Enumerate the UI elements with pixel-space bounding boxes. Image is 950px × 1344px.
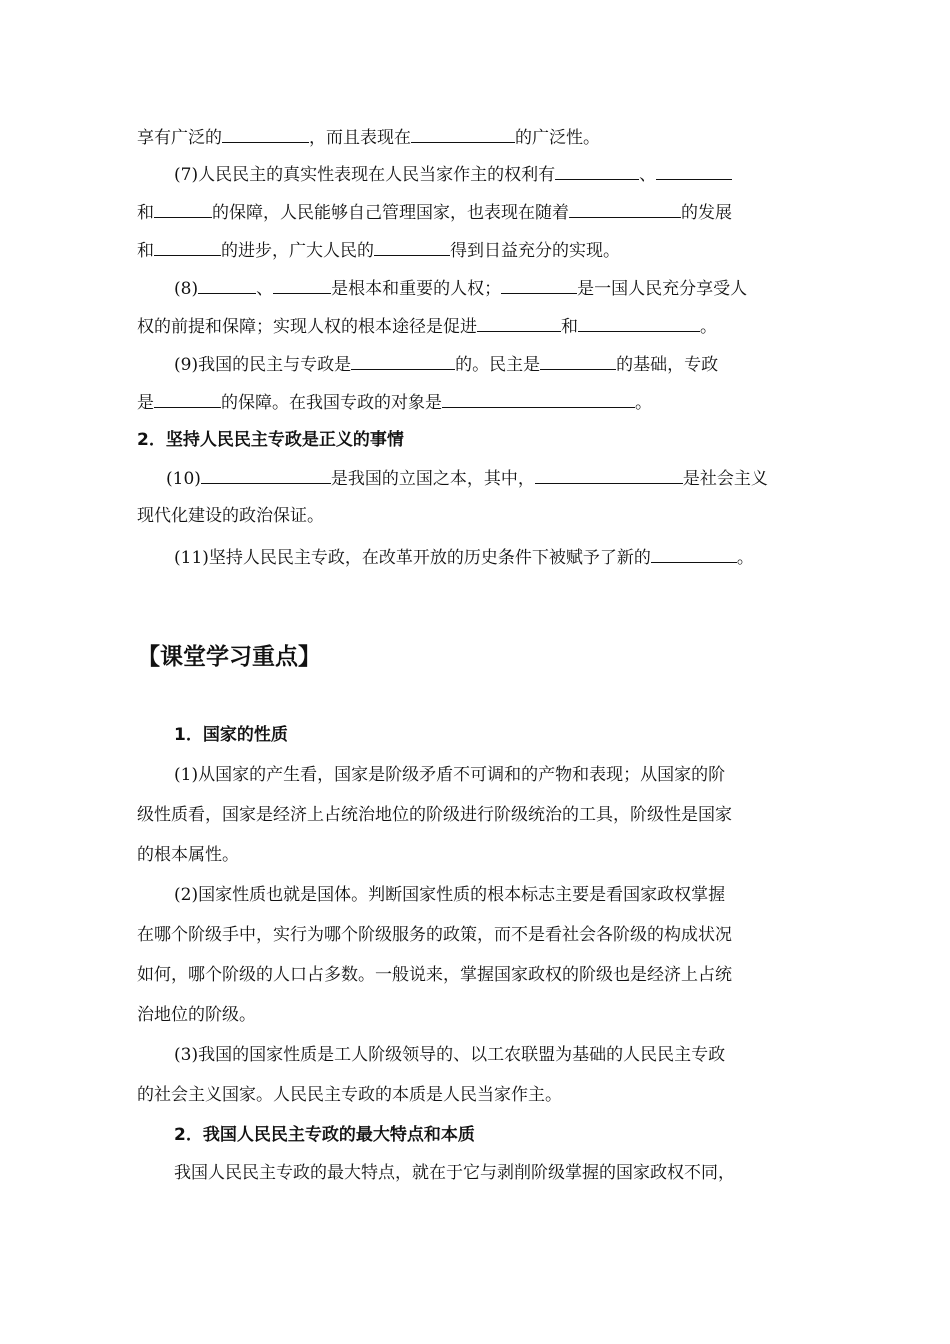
question-8-line-1 xyxy=(174,275,747,302)
blank[interactable] xyxy=(201,465,331,484)
point-heading-2: 2．我国人民民主专政的最大特点和本质 xyxy=(174,1125,475,1145)
question-7-line-3 xyxy=(137,237,620,264)
text-segment: 的保障。在我国专政的对象是 xyxy=(221,393,442,413)
blank[interactable] xyxy=(351,351,455,370)
question-10-line-2: 现代化建设的政治保证。 xyxy=(137,506,324,526)
subheading: 2．坚持人民民主专政是正义的事情 xyxy=(137,430,404,450)
question-8-line-2 xyxy=(137,313,717,340)
text-segment: 。 xyxy=(736,548,754,568)
text-segment: (10) xyxy=(166,469,201,489)
blank[interactable] xyxy=(535,465,683,484)
text-segment: 是社会主义 xyxy=(682,469,768,489)
text-segment: 和 xyxy=(137,203,154,223)
blank[interactable] xyxy=(273,275,331,294)
text-segment: ，而且表现在 xyxy=(309,128,411,148)
blank[interactable] xyxy=(569,199,681,218)
text-segment: 权的前提和保障；实现人权的根本途径是促进 xyxy=(137,317,477,337)
blank[interactable] xyxy=(411,124,515,143)
text-segment: 的发展 xyxy=(681,203,732,223)
paragraph-line: (3)我国的国家性质是工人阶级领导的、以工农联盟为基础的人民民主专政 xyxy=(174,1045,726,1065)
text-segment: 、 xyxy=(639,165,657,185)
text-segment: 的基础，专政 xyxy=(616,355,719,375)
paragraph-line: 的社会主义国家。人民民主专政的本质是人民当家作主。 xyxy=(137,1085,562,1105)
paragraph-line: 级性质看，国家是经济上占统治地位的阶级进行阶级统治的工具，阶级性是国家 xyxy=(137,805,732,825)
text-segment: 是 xyxy=(137,393,154,413)
paragraph-line: (2)国家性质也就是国体。判断国家性质的根本标志主要是看国家政权掌握 xyxy=(174,885,726,905)
text-segment: 。 xyxy=(700,317,717,337)
text-segment: 和 xyxy=(561,317,578,337)
text-segment: 的保障，人民能够自己管理国家，也表现在随着 xyxy=(212,203,569,223)
question-9-line-1 xyxy=(174,351,718,378)
question-7-line-1 xyxy=(174,161,732,188)
blank[interactable] xyxy=(374,237,450,256)
blank[interactable] xyxy=(154,237,221,256)
paragraph-line: (1)从国家的产生看，国家是阶级矛盾不可调和的产物和表现；从国家的阶 xyxy=(174,765,726,785)
fill-line xyxy=(137,124,600,151)
text-segment: 和 xyxy=(137,241,154,261)
blank[interactable] xyxy=(442,389,635,408)
text-segment: 得到日益充分的实现。 xyxy=(450,241,620,261)
paragraph-line: 如何，哪个阶级的人口占多数。一般说来，掌握国家政权的阶级也是经济上占统 xyxy=(137,965,732,985)
blank[interactable] xyxy=(651,544,737,563)
blank[interactable] xyxy=(154,389,221,408)
text-segment: (7)人民民主的真实性表现在人民当家作主的权利有 xyxy=(174,165,556,185)
text-segment: 的进步，广大人民的 xyxy=(221,241,374,261)
paragraph-line: 我国人民民主专政的最大特点，就在于它与剥削阶级掌握的国家政权不同， xyxy=(174,1163,735,1183)
text-segment: 。 xyxy=(635,393,652,413)
blank[interactable] xyxy=(222,124,309,143)
blank[interactable] xyxy=(540,351,616,370)
text-segment: (9)我国的民主与专政是 xyxy=(174,355,352,375)
section-title: 【课堂学习重点】 xyxy=(137,644,321,670)
blank[interactable] xyxy=(477,313,561,332)
paragraph-line: 治地位的阶级。 xyxy=(137,1005,256,1025)
text-segment: 享有广泛的 xyxy=(137,128,222,148)
blank[interactable] xyxy=(578,313,700,332)
text-segment: (11)坚持人民民主专政，在改革开放的历史条件下被赋予了新的 xyxy=(174,548,651,568)
question-10-line-1 xyxy=(166,465,768,492)
question-7-line-2 xyxy=(137,199,732,226)
text-segment: 、 xyxy=(256,279,274,299)
text-segment: 的。民主是 xyxy=(455,355,541,375)
text-segment: 是根本和重要的人权； xyxy=(331,279,502,299)
question-11-line xyxy=(174,544,754,571)
text-segment: (8) xyxy=(174,279,199,299)
blank[interactable] xyxy=(501,275,577,294)
blank[interactable] xyxy=(555,161,639,180)
blank[interactable] xyxy=(198,275,256,294)
paragraph-line: 在哪个阶级手中，实行为哪个阶级服务的政策，而不是看社会各阶级的构成状况 xyxy=(137,925,732,945)
blank[interactable] xyxy=(154,199,212,218)
text-segment: 的广泛性。 xyxy=(515,128,600,148)
blank[interactable] xyxy=(656,161,732,180)
text-segment: 是我国的立国之本，其中， xyxy=(330,469,535,489)
paragraph-line: 的根本属性。 xyxy=(137,845,239,865)
point-heading-1: 1．国家的性质 xyxy=(174,725,288,745)
question-9-line-2 xyxy=(137,389,652,416)
text-segment: 是一国人民充分享受人 xyxy=(577,279,748,299)
